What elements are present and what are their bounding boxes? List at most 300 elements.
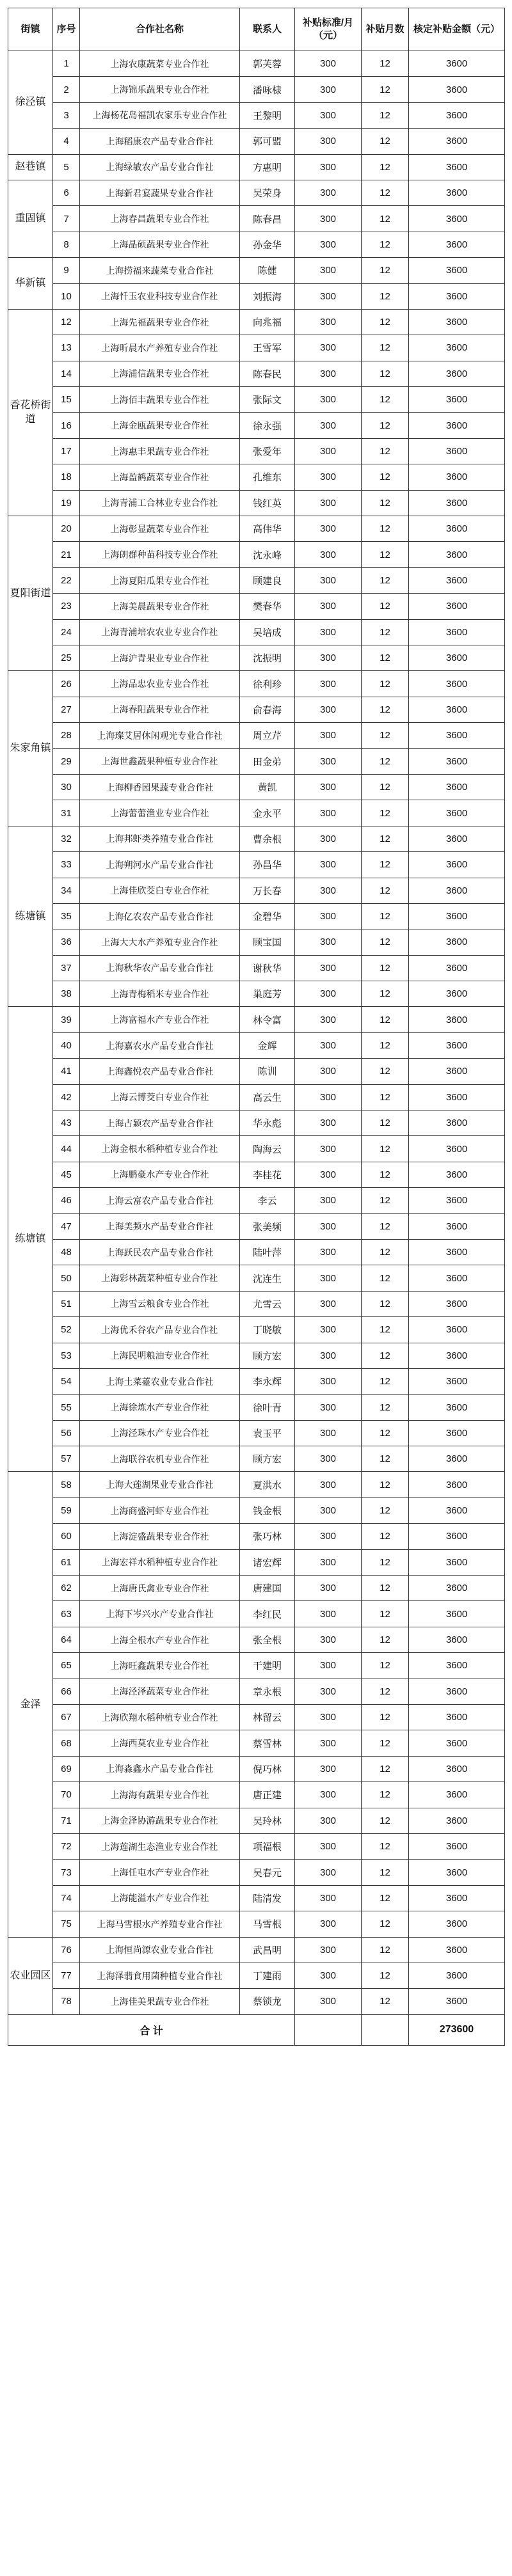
months-cell: 12 [362,1059,409,1084]
months-cell: 12 [362,1911,409,1937]
amount-cell: 3600 [409,1188,505,1213]
standard-cell: 300 [295,1782,362,1808]
coop-name-cell: 上海绿敏农产品专业合作社 [80,154,240,180]
months-cell: 12 [362,1782,409,1808]
months-cell: 12 [362,1601,409,1627]
amount-cell: 3600 [409,1524,505,1549]
amount-cell: 3600 [409,1420,505,1446]
seq-cell: 52 [53,1317,80,1343]
table-row [8,516,505,542]
months-cell: 12 [362,929,409,955]
months-cell: 12 [362,826,409,851]
months-cell: 12 [362,671,409,697]
amount-cell: 3600 [409,1265,505,1291]
contact-cell: 周立芹 [240,723,295,748]
coop-name-cell: 上海盈鹤蔬菜专业合作社 [80,464,240,490]
standard-cell: 300 [295,1627,362,1652]
contact-cell: 陈春昌 [240,206,295,232]
contact-cell: 曹余根 [240,826,295,851]
seq-cell: 13 [53,335,80,361]
table-row [8,464,505,490]
months-cell: 12 [362,258,409,283]
table-row [8,1833,505,1859]
standard-cell: 300 [295,929,362,955]
seq-cell: 48 [53,1239,80,1265]
standard-cell: 300 [295,800,362,826]
seq-cell: 60 [53,1524,80,1549]
seq-cell: 1 [53,51,80,77]
standard-cell: 300 [295,387,362,413]
contact-cell: 沈连生 [240,1265,295,1291]
standard-cell: 300 [295,335,362,361]
table-row [8,1576,505,1601]
coop-name-cell: 上海邦虾类养殖专业合作社 [80,826,240,851]
coop-name-cell: 上海嘉农水产品专业合作社 [80,1032,240,1058]
seq-cell: 14 [53,361,80,386]
months-cell: 12 [362,1885,409,1911]
table-row [8,671,505,697]
months-cell: 12 [362,852,409,878]
coop-name-cell: 上海佳美果蔬专业合作社 [80,1989,240,2014]
standard-cell: 300 [295,1291,362,1316]
amount-cell: 3600 [409,645,505,670]
table-row [8,1317,505,1343]
amount-cell: 3600 [409,1601,505,1627]
months-cell: 12 [362,1007,409,1032]
table-row [8,774,505,800]
standard-cell: 300 [295,1679,362,1704]
standard-cell: 300 [295,955,362,981]
amount-cell: 3600 [409,1059,505,1084]
months-cell: 12 [362,619,409,645]
seq-cell: 3 [53,102,80,128]
seq-cell: 43 [53,1110,80,1136]
months-cell: 12 [362,102,409,128]
coop-name-cell: 上海西莫农业专业合作社 [80,1730,240,1756]
seq-cell: 28 [53,723,80,748]
table-row [8,1601,505,1627]
standard-cell: 300 [295,1989,362,2014]
standard-cell: 300 [295,697,362,722]
contact-cell: 金碧华 [240,903,295,929]
seq-cell: 25 [53,645,80,670]
months-cell: 12 [362,1549,409,1575]
standard-cell: 300 [295,671,362,697]
seq-cell: 70 [53,1782,80,1808]
standard-cell: 300 [295,232,362,257]
contact-cell: 俞春海 [240,697,295,722]
coop-name-cell: 上海恒尚源农业专业合作社 [80,1937,240,1963]
header-row [8,8,505,51]
amount-cell: 3600 [409,335,505,361]
months-cell: 12 [362,1860,409,1885]
months-cell: 12 [362,129,409,154]
table-row [8,1368,505,1394]
standard-cell: 300 [295,258,362,283]
table-row [8,77,505,102]
seq-cell: 65 [53,1653,80,1679]
amount-cell: 3600 [409,542,505,567]
contact-cell: 李云 [240,1188,295,1213]
coop-name-cell: 上海优禾谷农产品专业合作社 [80,1317,240,1343]
coop-name-cell: 上海金泽协游蔬果专业合作社 [80,1808,240,1833]
coop-name-cell: 上海锦乐蔬果专业合作社 [80,77,240,102]
seq-cell: 38 [53,981,80,1007]
street-cell: 夏阳街道 [8,516,53,671]
street-cell: 徐泾镇 [8,51,53,155]
months-cell: 12 [362,800,409,826]
seq-cell: 34 [53,878,80,903]
street-cell: 练塘镇 [8,826,53,1007]
table-row [8,594,505,619]
months-cell: 12 [362,51,409,77]
header-seq: 序号 [53,8,80,51]
contact-cell: 金辉 [240,1032,295,1058]
seq-cell: 2 [53,77,80,102]
seq-cell: 33 [53,852,80,878]
coop-name-cell: 上海富福水产专业合作社 [80,1007,240,1032]
total-blank-months [362,2014,409,2045]
contact-cell: 丁晓敏 [240,1317,295,1343]
amount-cell: 3600 [409,1162,505,1187]
standard-cell: 300 [295,1084,362,1110]
standard-cell: 300 [295,1601,362,1627]
months-cell: 12 [362,206,409,232]
subsidy-table-sheet [8,8,504,2046]
contact-cell: 金永平 [240,800,295,826]
contact-cell: 顾建良 [240,567,295,593]
months-cell: 12 [362,413,409,438]
months-cell: 12 [362,309,409,335]
contact-cell: 钱金根 [240,1497,295,1523]
table-row [8,490,505,516]
coop-name-cell: 上海蕾蕾渔业专业合作社 [80,800,240,826]
contact-cell: 李红民 [240,1601,295,1627]
amount-cell: 3600 [409,1368,505,1394]
amount-cell: 3600 [409,232,505,257]
standard-cell: 300 [295,102,362,128]
table-row [8,1524,505,1549]
amount-cell: 3600 [409,387,505,413]
header-contact: 联系人 [240,8,295,51]
coop-name-cell: 上海美晨蔬果专业合作社 [80,594,240,619]
coop-name-cell: 上海新君宴蔬果专业合作社 [80,180,240,205]
coop-name-cell: 上海淼鑫水产品专业合作社 [80,1756,240,1782]
contact-cell: 华永彪 [240,1110,295,1136]
standard-cell: 300 [295,1472,362,1497]
standard-cell: 300 [295,1497,362,1523]
standard-cell: 300 [295,1032,362,1058]
header-coop-name: 合作社名称 [80,8,240,51]
amount-cell: 3600 [409,1136,505,1162]
table-row [8,1705,505,1730]
seq-cell: 63 [53,1601,80,1627]
contact-cell: 郭可盟 [240,129,295,154]
table-row [8,51,505,77]
table-row [8,232,505,257]
standard-cell: 300 [295,1549,362,1575]
street-cell: 香花桥街道 [8,309,53,516]
street-cell: 朱家角镇 [8,671,53,826]
standard-cell: 300 [295,1833,362,1859]
coop-name-cell: 上海民明粮油专业合作社 [80,1343,240,1368]
standard-cell: 300 [295,852,362,878]
table-row [8,1032,505,1058]
months-cell: 12 [362,1989,409,2014]
seq-cell: 23 [53,594,80,619]
months-cell: 12 [362,1524,409,1549]
table-row [8,800,505,826]
months-cell: 12 [362,1833,409,1859]
months-cell: 12 [362,232,409,257]
table-row [8,645,505,670]
standard-cell: 300 [295,1007,362,1032]
seq-cell: 31 [53,800,80,826]
months-cell: 12 [362,1136,409,1162]
table-row [8,1730,505,1756]
seq-cell: 9 [53,258,80,283]
amount-cell: 3600 [409,1989,505,2014]
standard-cell: 300 [295,1937,362,1963]
standard-cell: 300 [295,567,362,593]
header-standard: 补贴标准/月（元） [295,8,362,51]
standard-cell: 300 [295,748,362,774]
seq-cell: 59 [53,1497,80,1523]
standard-cell: 300 [295,594,362,619]
months-cell: 12 [362,180,409,205]
amount-cell: 3600 [409,1730,505,1756]
table-row [8,929,505,955]
contact-cell: 张际文 [240,387,295,413]
table-row [8,1110,505,1136]
amount-cell: 3600 [409,309,505,335]
coop-name-cell: 上海朗群种苗科技专业合作社 [80,542,240,567]
seq-cell: 35 [53,903,80,929]
coop-name-cell: 上海惠丰果蔬专业合作社 [80,438,240,464]
coop-name-cell: 上海鑫悦农产品专业合作社 [80,1059,240,1084]
coop-name-cell: 上海大莲湖果业专业合作社 [80,1472,240,1497]
contact-cell: 郭芙蓉 [240,51,295,77]
coop-name-cell: 上海雪云粮食专业合作社 [80,1291,240,1316]
coop-name-cell: 上海彩林蔬菜种植专业合作社 [80,1265,240,1291]
months-cell: 12 [362,1808,409,1833]
header-street: 街镇 [8,8,53,51]
contact-cell: 沈永峰 [240,542,295,567]
months-cell: 12 [362,542,409,567]
months-cell: 12 [362,1730,409,1756]
amount-cell: 3600 [409,490,505,516]
coop-name-cell: 上海先福蔬果专业合作社 [80,309,240,335]
coop-name-cell: 上海稻康农产品专业合作社 [80,129,240,154]
coop-name-cell: 上海农康蔬菜专业合作社 [80,51,240,77]
table-row [8,1911,505,1937]
amount-cell: 3600 [409,180,505,205]
standard-cell: 300 [295,645,362,670]
seq-cell: 72 [53,1833,80,1859]
table-row [8,1446,505,1472]
standard-cell: 300 [295,1963,362,1988]
seq-cell: 4 [53,129,80,154]
table-row [8,1472,505,1497]
seq-cell: 26 [53,671,80,697]
contact-cell: 陈春民 [240,361,295,386]
months-cell: 12 [362,981,409,1007]
contact-cell: 沈振明 [240,645,295,670]
table-row [8,1782,505,1808]
months-cell: 12 [362,1937,409,1963]
seq-cell: 24 [53,619,80,645]
amount-cell: 3600 [409,1627,505,1652]
contact-cell: 张爱年 [240,438,295,464]
coop-name-cell: 上海泾泽蔬菜专业合作社 [80,1679,240,1704]
months-cell: 12 [362,1188,409,1213]
coop-name-cell: 上海杨花岛福凯农家乐专业合作社 [80,102,240,128]
subsidy-table [8,8,505,2046]
coop-name-cell: 上海欣翔水稻种植专业合作社 [80,1705,240,1730]
months-cell: 12 [362,1497,409,1523]
months-cell: 12 [362,955,409,981]
seq-cell: 67 [53,1705,80,1730]
standard-cell: 300 [295,1059,362,1084]
table-row [8,1420,505,1446]
seq-cell: 75 [53,1911,80,1937]
contact-cell: 陈健 [240,258,295,283]
contact-cell: 吴荣身 [240,180,295,205]
contact-cell: 林令富 [240,1007,295,1032]
months-cell: 12 [362,490,409,516]
coop-name-cell: 上海泾珠水产专业合作社 [80,1420,240,1446]
months-cell: 12 [362,748,409,774]
amount-cell: 3600 [409,594,505,619]
coop-name-cell: 上海夏阳瓜果专业合作社 [80,567,240,593]
amount-cell: 3600 [409,1833,505,1859]
street-cell: 重固镇 [8,180,53,257]
standard-cell: 300 [295,490,362,516]
table-row [8,1653,505,1679]
contact-cell: 黄凯 [240,774,295,800]
amount-cell: 3600 [409,1679,505,1704]
seq-cell: 10 [53,283,80,309]
standard-cell: 300 [295,1756,362,1782]
contact-cell: 孙昌华 [240,852,295,878]
amount-cell: 3600 [409,826,505,851]
coop-name-cell: 上海唐氏禽业专业合作社 [80,1576,240,1601]
contact-cell: 马雪根 [240,1911,295,1937]
months-cell: 12 [362,645,409,670]
coop-name-cell: 上海沪青果业专业合作社 [80,645,240,670]
contact-cell: 刘振海 [240,283,295,309]
table-row [8,283,505,309]
contact-cell: 丁建雨 [240,1963,295,1988]
contact-cell: 张美频 [240,1213,295,1239]
seq-cell: 54 [53,1368,80,1394]
standard-cell: 300 [295,129,362,154]
standard-cell: 300 [295,413,362,438]
street-cell: 华新镇 [8,258,53,310]
contact-cell: 干建明 [240,1653,295,1679]
seq-cell: 55 [53,1395,80,1420]
coop-name-cell: 上海美频水产品专业合作社 [80,1213,240,1239]
contact-cell: 徐叶青 [240,1395,295,1420]
table-row [8,1084,505,1110]
standard-cell: 300 [295,774,362,800]
table-row [8,748,505,774]
table-row [8,1885,505,1911]
amount-cell: 3600 [409,1343,505,1368]
amount-cell: 3600 [409,697,505,722]
seq-cell: 37 [53,955,80,981]
table-body [8,51,505,2015]
contact-cell: 钱红英 [240,490,295,516]
standard-cell: 300 [295,1368,362,1394]
coop-name-cell: 上海宏祥水稻种植专业合作社 [80,1549,240,1575]
seq-cell: 74 [53,1885,80,1911]
seq-cell: 22 [53,567,80,593]
header-approved-amount: 核定补贴金额（元） [409,8,505,51]
months-cell: 12 [362,1420,409,1446]
seq-cell: 6 [53,180,80,205]
coop-name-cell: 上海春昌蔬果专业合作社 [80,206,240,232]
table-row [8,309,505,335]
contact-cell: 蔡雪林 [240,1730,295,1756]
table-row [8,567,505,593]
table-row [8,1963,505,1988]
seq-cell: 76 [53,1937,80,1963]
standard-cell: 300 [295,180,362,205]
months-cell: 12 [362,1239,409,1265]
months-cell: 12 [362,154,409,180]
coop-name-cell: 上海土菜薹农业专业合作社 [80,1368,240,1394]
contact-cell: 潘咏棣 [240,77,295,102]
contact-cell: 尤雪云 [240,1291,295,1316]
seq-cell: 62 [53,1576,80,1601]
amount-cell: 3600 [409,438,505,464]
amount-cell: 3600 [409,51,505,77]
table-row [8,1213,505,1239]
seq-cell: 15 [53,387,80,413]
coop-name-cell: 上海跃民农产品专业合作社 [80,1239,240,1265]
standard-cell: 300 [295,1265,362,1291]
coop-name-cell: 上海云博茭白专业合作社 [80,1084,240,1110]
seq-cell: 71 [53,1808,80,1833]
seq-cell: 77 [53,1963,80,1988]
amount-cell: 3600 [409,1911,505,1937]
contact-cell: 顾宝国 [240,929,295,955]
table-row [8,1937,505,1963]
coop-name-cell: 上海淀盛蔬果专业合作社 [80,1524,240,1549]
table-row [8,1679,505,1704]
months-cell: 12 [362,283,409,309]
contact-cell: 高云生 [240,1084,295,1110]
months-cell: 12 [362,1627,409,1652]
amount-cell: 3600 [409,878,505,903]
contact-cell: 武昌明 [240,1937,295,1963]
amount-cell: 3600 [409,1213,505,1239]
amount-cell: 3600 [409,1239,505,1265]
table-row [8,1395,505,1420]
months-cell: 12 [362,1679,409,1704]
coop-name-cell: 上海品忠农业专业合作社 [80,671,240,697]
amount-cell: 3600 [409,567,505,593]
amount-cell: 3600 [409,1549,505,1575]
amount-cell: 3600 [409,1291,505,1316]
table-row [8,878,505,903]
contact-cell: 王雪军 [240,335,295,361]
contact-cell: 诸宏辉 [240,1549,295,1575]
table-row [8,1627,505,1652]
total-label: 合 计 [8,2014,295,2045]
seq-cell: 53 [53,1343,80,1368]
